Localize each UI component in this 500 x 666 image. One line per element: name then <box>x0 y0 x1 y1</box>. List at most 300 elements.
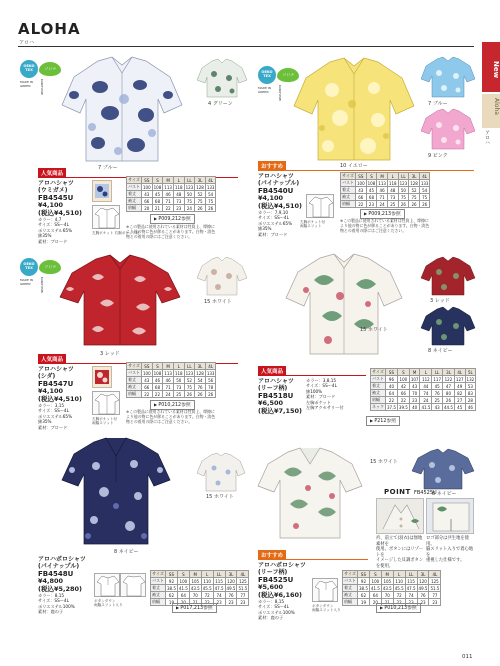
ref-link-fb4547u[interactable]: ▶ P010,212参照 <box>150 400 195 410</box>
size-header-cell: SS <box>166 571 178 578</box>
size-table-fb4547u <box>126 362 216 398</box>
size-cell: 22 <box>356 201 367 208</box>
illustration-fb4548u <box>94 573 120 597</box>
product-price: ¥4,100 (税込¥4,510) <box>258 194 303 210</box>
size-cell: 132 <box>466 376 475 382</box>
size-cell: 76 <box>432 390 443 397</box>
size-table-row <box>371 390 476 397</box>
size-cell: 113 <box>164 370 172 376</box>
size-cell: 115 <box>405 578 417 585</box>
size-cell: 133 <box>206 370 215 376</box>
size-cell: 108 <box>367 180 376 186</box>
size-header-cell: 3L <box>409 173 420 180</box>
product-code: FB4525U <box>258 576 294 584</box>
point-note-slit: ロゴ部分は共生地を使用。 脇スリット入りで着心地を 重視した仕様です。 <box>426 536 474 564</box>
size-cell: 52 <box>195 191 206 198</box>
badge-rule <box>258 559 368 560</box>
size-cell: 73 <box>173 384 184 391</box>
size-cell: 75 <box>409 194 420 201</box>
size-cell: 47.5 <box>214 585 224 591</box>
size-row-label: 着丈 <box>127 191 142 198</box>
product-size-text: サイズ：SS～4L <box>38 408 69 414</box>
size-cell: 70 <box>189 592 201 599</box>
size-cell: 43 <box>432 404 443 411</box>
size-header-cell: 3L <box>443 369 455 376</box>
size-cell: 64 <box>369 592 381 599</box>
size-table-row <box>341 194 430 201</box>
size-header-cell: M <box>163 363 174 370</box>
size-table-row <box>371 404 476 411</box>
color-label-navy: 8 ネイビー <box>114 549 139 555</box>
product-code: FB4547U <box>38 380 74 388</box>
size-cell: 52 <box>184 377 195 384</box>
size-cell: 44 <box>420 383 432 390</box>
color-label-white: 15 ホワイト <box>370 459 398 465</box>
size-header-cell: 3L <box>195 177 206 184</box>
page-number: 011 <box>462 654 473 660</box>
size-row-label: バスト <box>372 376 384 381</box>
size-cell: 112 <box>420 376 432 383</box>
size-cell: 71 <box>377 194 388 201</box>
shirt-fb4545u-blue <box>60 55 184 163</box>
size-cell: 66 <box>356 194 367 201</box>
size-cell: 26 <box>205 391 216 398</box>
size-cell: 22 <box>393 599 405 606</box>
size-cell: 96 <box>386 376 398 383</box>
size-cell: 19 <box>358 599 370 606</box>
size-header-cell: L <box>393 571 405 578</box>
size-row-label: 着丈 <box>343 585 358 592</box>
size-table-header-row <box>343 571 441 578</box>
product-size-text: サイズ：SS～4L <box>38 598 69 604</box>
size-header-cell: SS <box>142 177 153 184</box>
size-cell: 38.5 <box>167 585 176 591</box>
size-cell: 41.5 <box>421 404 431 410</box>
size-cell: 49 <box>454 383 465 390</box>
size-cell: 64 <box>386 390 398 397</box>
size-cell: 25 <box>387 201 398 208</box>
size-header-cell: M <box>163 177 174 184</box>
illustration-caption: ボタンダウン 両脇スリット入り <box>312 604 341 613</box>
size-cell: 62 <box>166 592 178 599</box>
size-cell: 118 <box>174 184 183 190</box>
illustration-fb4545u <box>92 205 120 229</box>
size-cell: 54 <box>419 187 430 194</box>
color-label-navy: 8 ネイビー <box>428 348 453 354</box>
size-cell: 26 <box>205 205 216 212</box>
size-cell: 48 <box>173 191 184 198</box>
size-cell: 105 <box>189 578 201 585</box>
point-note-collar: 衿、前立て(羽衣)は無地素材を 使用。ボタンにはリゾートを イメージした貝調ボタンを使用。 <box>376 536 424 569</box>
size-row-label: 着丈 <box>127 377 142 384</box>
recommend-badge: おすすめ <box>258 550 286 560</box>
size-table-row <box>127 384 216 391</box>
color-label-red: 3 レッド <box>100 351 120 357</box>
size-cell: 25 <box>173 391 184 398</box>
size-header-cell: SS <box>358 571 370 578</box>
product-code: FB4545U <box>38 194 74 202</box>
size-table-header-row <box>341 173 430 180</box>
size-cell: 100 <box>177 578 189 585</box>
size-cell: 26 <box>195 391 206 398</box>
size-table-row <box>341 180 430 187</box>
size-table-row <box>341 201 430 208</box>
product-color-text: カラー：8,15 <box>38 593 65 598</box>
size-header-cell: M <box>189 571 201 578</box>
size-header-cell: 3L <box>417 571 429 578</box>
size-cell: 133 <box>420 180 429 186</box>
shirt-fb4548u-white <box>196 452 246 492</box>
side-tab-new: New <box>482 42 500 92</box>
size-cell: 43.5 <box>382 585 392 591</box>
product-material: ポリエステル100% <box>38 603 75 609</box>
product-material: 綿100% <box>306 388 323 394</box>
size-header-cell: S <box>397 369 409 376</box>
size-table-header-row <box>151 571 249 578</box>
product-fabric: 素材：ブロード <box>306 394 336 400</box>
size-cell: 26 <box>409 201 420 208</box>
product-size-text: サイズ：SS～4L <box>306 383 337 389</box>
size-cell: 125 <box>237 578 249 585</box>
size-cell: 64 <box>177 592 189 599</box>
size-table-row <box>341 187 430 194</box>
size-row-label: 肩幅 <box>343 599 358 606</box>
care-note: ※この製品に使用されている素材は性質上、摩擦に より他の物に色が移ることがあります。白物・淡色 物との着用の際にはご注意ください。 <box>126 224 216 239</box>
size-header-cell: 4L <box>429 571 441 578</box>
product-name: アロハシャツ (リーフ柄) <box>258 378 294 392</box>
color-label-blue: 7 ブルー <box>428 101 448 107</box>
size-header-cell: L <box>173 363 184 370</box>
detail-image-slit <box>426 498 474 534</box>
illustration-caption: 左胸ポケット 左胸アクセサリー付 <box>306 399 344 411</box>
size-cell: 71 <box>163 384 174 391</box>
size-cell: 100 <box>143 370 151 376</box>
size-cell: 70 <box>381 592 393 599</box>
shirt-fb4525u-navy <box>410 448 476 490</box>
size-cell: 23 <box>173 205 184 212</box>
size-table-header-row <box>371 369 476 376</box>
ref-link-fb4525u[interactable]: ▶ P010,213参照 <box>376 603 421 613</box>
illustration-caption: 左胸ポケット 右胸ポケット付 <box>92 231 140 235</box>
size-cell: 108 <box>153 370 162 376</box>
size-cell: 42 <box>397 383 409 390</box>
size-cell: 37.5 <box>387 404 396 410</box>
color-label-blue: 7 ブルー <box>98 165 118 171</box>
size-cell: 75 <box>398 194 409 201</box>
size-cell: 45 <box>152 191 163 198</box>
size-header-cell: 4L <box>237 571 249 578</box>
product-info-fb4548u <box>38 556 92 615</box>
size-row-label: バスト <box>128 370 140 375</box>
size-table-fb4540u <box>340 172 430 208</box>
size-row-label: ネック <box>372 404 384 409</box>
size-cell: 68 <box>152 384 163 391</box>
size-row-label: バスト <box>344 578 356 583</box>
care-note: ※この製品に使用されている素材は性質上、摩擦に より他の物に色が移ることがあります。白物・淡色 物との着用の際にはご注意ください。 <box>126 409 216 424</box>
size-header-cell: LL <box>213 571 225 578</box>
size-cell: 133 <box>206 184 215 190</box>
size-cell: 128 <box>196 184 204 190</box>
side-tab-category: Aloha <box>482 94 500 128</box>
size-table-fb4548u <box>150 570 249 606</box>
shirt-fb4547u-white <box>196 256 248 296</box>
size-cell: 80 <box>443 390 455 397</box>
size-cell: 51.5 <box>238 585 248 591</box>
size-cell: 118 <box>174 370 183 376</box>
size-cell: 73 <box>387 194 398 201</box>
size-header-cell: 3L <box>195 363 206 370</box>
size-cell: 23 <box>417 599 429 606</box>
size-cell: 23 <box>409 397 420 404</box>
size-cell: 68 <box>366 194 377 201</box>
made-in-green-text: MADE IN GREEN <box>20 278 33 286</box>
size-cell: 22 <box>142 391 153 398</box>
size-header-cell: LL <box>398 173 409 180</box>
size-table-row <box>127 198 216 205</box>
size-cell: 48 <box>387 187 398 194</box>
size-header-label: サイズ <box>152 571 164 576</box>
color-label-yellow: 10 イエロー <box>340 163 368 169</box>
color-label-green: 4 グリーン <box>208 101 233 107</box>
size-table-row <box>127 184 216 191</box>
size-table-row <box>127 205 216 212</box>
size-row-label: 袖丈 <box>127 198 142 205</box>
header-rule <box>18 46 474 47</box>
size-cell: 24 <box>184 205 195 212</box>
size-cell: 50 <box>173 377 184 384</box>
size-row-label: 袖丈 <box>343 592 358 599</box>
product-price: ¥4,100 (税込¥4,510) <box>38 201 83 217</box>
size-header-cell: LL <box>405 571 417 578</box>
size-header-cell: SS <box>386 369 398 376</box>
product-info-fb4545u <box>38 180 88 244</box>
size-row-label: 肩幅 <box>127 391 142 398</box>
shirt-fb4540u-yellow <box>292 56 416 162</box>
size-cell: 44.5 <box>444 404 453 410</box>
kariyushi-text: KARIYUSHI <box>40 79 44 96</box>
ref-link-fb4540u[interactable]: ▶ P009,213参照 <box>360 209 405 219</box>
size-cell: 68 <box>152 198 163 205</box>
product-color-text: カラー：7,9,10 <box>258 210 289 215</box>
product-fabric: 素材：ブロード <box>38 238 68 244</box>
ref-link-fb4545u[interactable]: ▶ P009,212参照 <box>150 214 195 224</box>
illustration-fb4525u <box>312 578 338 602</box>
sorona-logo: ソロナ <box>39 62 61 76</box>
popular-badge: 人気商品 <box>258 366 286 376</box>
size-table-header-row <box>127 177 216 184</box>
size-cell: 43 <box>409 383 420 390</box>
size-row-label: 肩幅 <box>341 201 356 208</box>
product-material: ポリエステル65% 綿35% <box>258 220 293 232</box>
size-cell: 49.5 <box>418 585 428 591</box>
product-info-fb4518u <box>258 378 308 415</box>
kariyushi-text: KARIYUSHI <box>278 85 282 102</box>
size-header-cell: S <box>152 363 163 370</box>
color-label-navy: 8 ネイビー <box>432 491 457 497</box>
badge-rule <box>258 375 366 376</box>
size-cell: 77 <box>429 592 441 599</box>
size-table-row <box>127 377 216 384</box>
shirt-fb4545u-green <box>196 58 248 98</box>
made-in-green-text: MADE IN GREEN <box>20 80 33 88</box>
oeko-tex-logo: OEKO TEX <box>258 66 276 84</box>
size-header-cell: LL <box>184 363 195 370</box>
product-fabric: 素材：ブロード <box>258 231 288 237</box>
product-size-text: サイズ：SS～4L <box>258 604 289 610</box>
product-material: ポリエステル65% 綿35% <box>38 227 73 239</box>
size-cell: 45.5 <box>394 585 404 591</box>
product-price: ¥5,600 (税込¥6,160) <box>258 583 303 599</box>
size-cell: 123 <box>185 184 194 190</box>
size-cell: 26 <box>184 391 195 398</box>
size-cell: 43 <box>142 191 153 198</box>
shirt-fb4525u-white <box>256 446 364 540</box>
size-cell: 122 <box>443 376 455 383</box>
size-header-cell: S <box>152 177 163 184</box>
size-table-fb4545u <box>126 176 216 212</box>
size-table-header-row <box>127 363 216 370</box>
size-row-label: バスト <box>342 180 354 185</box>
size-cell: 23 <box>225 599 237 606</box>
size-cell: 66 <box>142 198 153 205</box>
fabric-swatch <box>92 180 112 202</box>
size-cell: 123 <box>185 370 194 376</box>
size-cell: 23 <box>237 599 249 606</box>
product-fabric: 素材：鹿の子 <box>38 609 64 615</box>
size-table-fb4525u <box>342 570 441 606</box>
size-row-label: 袖丈 <box>371 390 386 397</box>
product-name: アロハシャツ (パイナップル) <box>258 173 300 187</box>
size-header-label: サイズ <box>128 177 140 182</box>
size-row-label: 袖丈 <box>127 384 142 391</box>
size-cell: 118 <box>388 180 397 186</box>
size-table-row <box>127 391 216 398</box>
size-header-cell: 4L <box>419 173 430 180</box>
size-cell: 20 <box>142 205 153 212</box>
product-fabric: 素材：鹿の子 <box>258 615 284 621</box>
size-cell: 26 <box>398 201 409 208</box>
size-row-label: 袖丈 <box>151 592 166 599</box>
size-cell: 24 <box>163 391 174 398</box>
sorona-logo: ソロナ <box>39 260 61 274</box>
size-cell: 49.5 <box>226 585 236 591</box>
size-cell: 52 <box>409 187 420 194</box>
size-cell: 23 <box>405 599 417 606</box>
size-cell: 54 <box>195 377 206 384</box>
size-cell: 128 <box>410 180 418 186</box>
size-cell: 43 <box>356 187 367 194</box>
made-in-green-text: MADE IN GREEN <box>258 86 271 94</box>
ref-link-fb4548u[interactable]: ▶ P017,213参照 <box>172 603 217 613</box>
recommend-badge: おすすめ <box>258 161 286 171</box>
popular-badge: 人気商品 <box>38 168 66 178</box>
color-label-pink: 9 ピンク <box>428 153 448 159</box>
size-row-label: 肩幅 <box>127 205 142 212</box>
product-color-text: カラー：8,15 <box>258 599 285 604</box>
product-code: FB4548U <box>38 570 74 578</box>
oeko-tex-logo: OEKO TEX <box>20 258 38 276</box>
size-row-label: 着丈 <box>341 187 356 194</box>
size-cell: 66 <box>142 384 153 391</box>
size-header-cell: 4L <box>205 177 216 184</box>
size-table-row <box>151 578 249 585</box>
size-header-cell: M <box>409 369 420 376</box>
ref-link-fb4518u[interactable]: ▶ P212参照 <box>366 416 400 426</box>
size-header-cell: SS <box>142 363 153 370</box>
size-header-cell: S <box>366 173 377 180</box>
size-table-row <box>343 592 441 599</box>
size-cell: 40 <box>409 404 420 411</box>
size-cell: 123 <box>399 180 408 186</box>
size-cell: 50 <box>184 191 195 198</box>
product-code: FB4518U <box>258 392 294 400</box>
size-cell: 20 <box>177 599 189 606</box>
color-label-white: 15 ホワイト <box>204 299 232 305</box>
product-name: アロハシャツ (シダ) <box>38 366 74 380</box>
shirt-fb4547u-red <box>58 253 182 347</box>
size-cell: 22 <box>397 397 409 404</box>
size-cell: 27 <box>454 397 465 404</box>
size-cell: 117 <box>433 376 441 382</box>
size-row-label: 肩幅 <box>371 397 386 404</box>
shirt-fb4518u-red <box>420 256 476 296</box>
size-cell: 100 <box>369 578 381 585</box>
product-size-text: サイズ：SS～4L <box>38 222 69 228</box>
size-cell: 46 <box>465 404 476 411</box>
product-color-text: カラー：4,7 <box>38 217 62 222</box>
product-name: アロハポロシャツ (リーフ柄) <box>258 562 306 576</box>
size-cell: 45 <box>432 383 443 390</box>
size-cell: 72 <box>201 592 213 599</box>
size-cell: 110 <box>393 578 405 585</box>
size-cell: 107 <box>410 376 419 382</box>
sorona-logo: ソロナ <box>277 68 299 82</box>
size-header-cell: 4L <box>205 363 216 370</box>
size-table-row <box>343 578 441 585</box>
product-info-fb4525u <box>258 562 312 621</box>
size-header-cell: 3L <box>225 571 237 578</box>
illustration-caption: 左胸ポケット付 両脇スリット <box>92 417 117 426</box>
product-size-text: サイズ：SS～4L <box>258 215 289 221</box>
color-label-white: 15 ホワイト <box>360 327 388 333</box>
product-material: ポリエステル65% 綿35% <box>38 413 73 425</box>
size-cell: 21 <box>189 599 201 606</box>
size-header-cell: M <box>381 571 393 578</box>
size-cell: 50 <box>398 187 409 194</box>
size-cell: 75 <box>419 194 430 201</box>
size-cell: 115 <box>213 578 225 585</box>
size-cell: 43 <box>142 377 153 384</box>
size-cell: 22 <box>163 205 174 212</box>
size-cell: 45 <box>366 187 377 194</box>
kariyushi-text: KARIYUSHI <box>40 277 44 294</box>
side-tab-jp: アロハ <box>484 130 490 145</box>
size-cell: 71 <box>163 198 174 205</box>
size-cell: 54 <box>205 191 216 198</box>
size-cell: 23 <box>213 599 225 606</box>
size-cell: 41.5 <box>178 585 188 591</box>
size-header-label: サイズ <box>128 363 140 368</box>
size-cell: 100 <box>143 184 151 190</box>
size-cell: 74 <box>405 592 417 599</box>
point-code: FB4525U <box>414 490 437 496</box>
size-cell: 23 <box>366 201 377 208</box>
size-header-cell: 5L <box>465 369 476 376</box>
shirt-fb4548u-navy <box>60 436 172 546</box>
size-cell: 47 <box>443 383 455 390</box>
size-row-label: 着丈 <box>151 585 166 592</box>
size-cell: 120 <box>417 578 429 585</box>
